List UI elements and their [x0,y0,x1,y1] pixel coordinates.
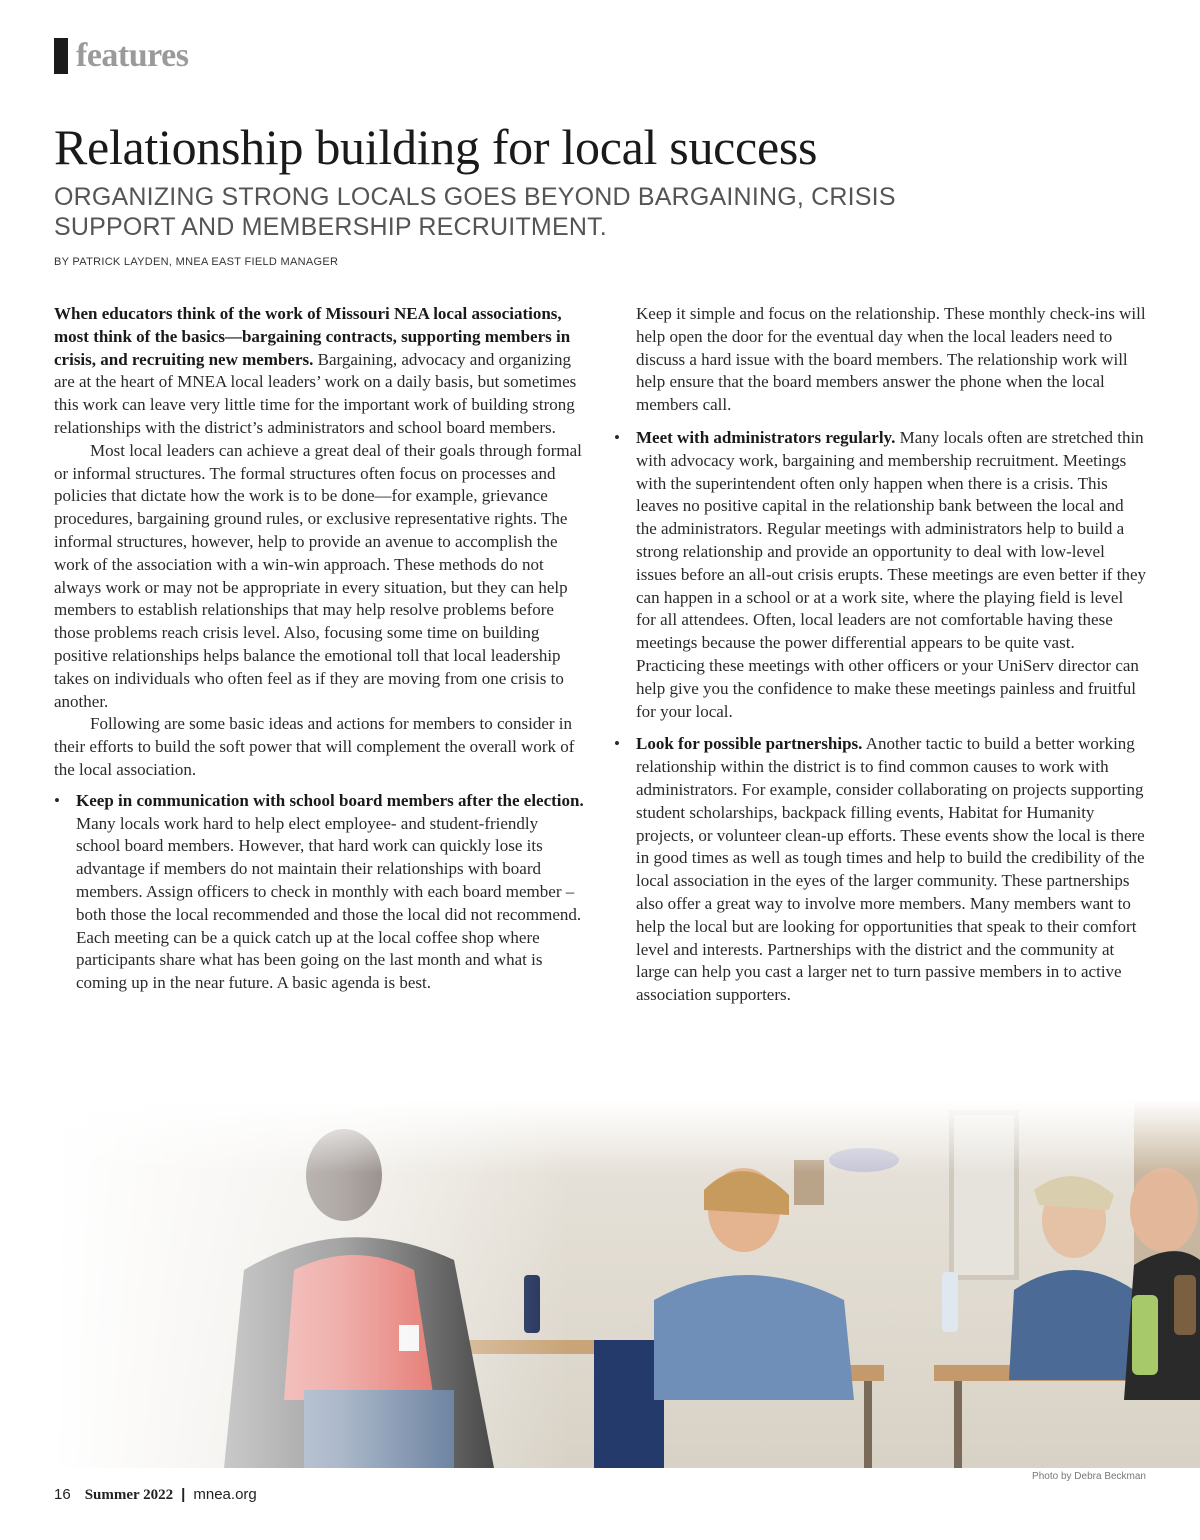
meeting-photo [54,1100,1200,1468]
section-bar [54,38,68,74]
bullet-icon: • [614,427,620,447]
paragraph-3: Following are some basic ideas and actions for members to consider in their efforts to build the soft power that will complement the overall work of the local association. [54,714,575,779]
issue-label: Summer 2022 [84,1487,174,1503]
byline: BY PATRICK LAYDEN, MNEA EAST FIELD MANAGER [54,256,339,268]
meeting-photo-illustration [54,1100,1200,1468]
intro-rest: Bargaining, advocacy and organizing are at the heart of MNEA local leaders’ work on a daily basis, but sometimes this work can leave very little time for the important work of building strong relationships with the district’s administrators and school board members. [54,349,577,437]
page-footer [54,1486,257,1504]
bullet-body: Many locals often are stretched thin with advocacy work, bargaining and membership recruitment. Meetings with the superintendent often only happen when there is a crisis. This leaves no positive capital in the relationship bank between the local and the administrators. Regular meetings with administrators help to build a strong relationship and provide an opportunity to deal with low-level issues before an all-out crisis erupts. These meetings are even better if they can happen in a school or at a work site, where the playing field is level for all attendees. Often, local leaders are not comfortable having these meetings because the power differential appears to be quite vast. Practicing these meetings with other officers or your UniServ director can help give you the confidence to make these meetings painless and fruitful for your local. [636,427,1146,721]
page-number: 16 [54,1486,71,1503]
intro-paragraph [54,303,586,440]
bullet-body: Another tactic to build a better working relationship within the district is to find common causes to work with administrators. For example, consider collaborating on projects supporting student scholarships, backpack filling events, Habitat for Humanity projects, or volunteer clean-up efforts. These events show the local is there in good times as well as tough times and help to build the credibility of the local association in the eyes of the larger community. These partnerships also offer a great way to involve more members. Many members want to help the local but are looking for opportunities that speak to their comfort level and interests. Partnerships with the district and the community at large can help you cast a larger net to turn passive members in to active association supporters. [636,734,1145,1005]
bullet-item [54,790,586,995]
article-deck: ORGANIZING STRONG LOCALS GOES BEYOND BARGAINING, CRISIS SUPPORT AND MEMBERSHIP RECRUITMENT. [54,183,896,241]
bullet-body: Many locals work hard to help elect employee- and student-friendly school board members. However, that hard work can quickly lose its advantage if members do not maintain their relationships with board members. Assign officers to check in monthly with each board member – both those the local recommended and those the local did not recommend. Each meeting can be a quick catch up at the local coffee shop where participants share what has been going on the last month and what is coming up in the near future. A basic agenda is best. [76,813,582,993]
site-link[interactable]: mnea.org [193,1486,257,1503]
section-label: features [76,37,189,74]
photo-credit: Photo by Debra Beckman [1032,1471,1146,1482]
intro-lead: When educators think of the work of Missouri NEA local associations, most think of the basics—bargaining contracts, supporting members in crisis, and recruiting new members. [54,304,571,369]
footer-separator: | [181,1486,186,1503]
bullet-heading: Meet with administrators regularly. [636,427,896,447]
section-tag [54,36,188,76]
bullet-icon: • [614,734,620,754]
bullet-heading: Look for possible partnerships. [636,734,863,754]
paragraph-2: Most local leaders can achieve a great deal of their goals through formal or informal structures. The formal structures often focus on processes and policies that dictate how the work is to be done—for example, grievance procedures, bargaining ground rules, or exclusive representative rights. The informal structures, however, help to provide an avenue to accomplish the work of the association with a win-win approach. These methods do not always work or may not be appropriate in every situation, but they can help members to establish relationships that may help resolve problems before those problems reach crisis level. Also, focusing some time on building positive relationships helps balance the emotional toll that local leadership takes on individuals who often feel as if they are moving from one crisis to another. [54,440,582,711]
bullet-continuation: Keep it simple and focus on the relationship. These monthly check-ins will help open the door for the eventual day when the local leaders need to discuss a hard issue with the board members. The relationship work will help ensure that the board members answer the phone when the local members call. [636,304,1146,415]
column-left [54,303,586,995]
bullet-item [614,733,1146,1007]
bullet-icon: • [54,790,60,810]
article-title: Relationship building for local success [54,119,818,175]
bullet-item [614,427,1146,723]
column-right [614,303,1146,1007]
bullet-heading: Keep in communication with school board members after the election. [76,790,584,810]
